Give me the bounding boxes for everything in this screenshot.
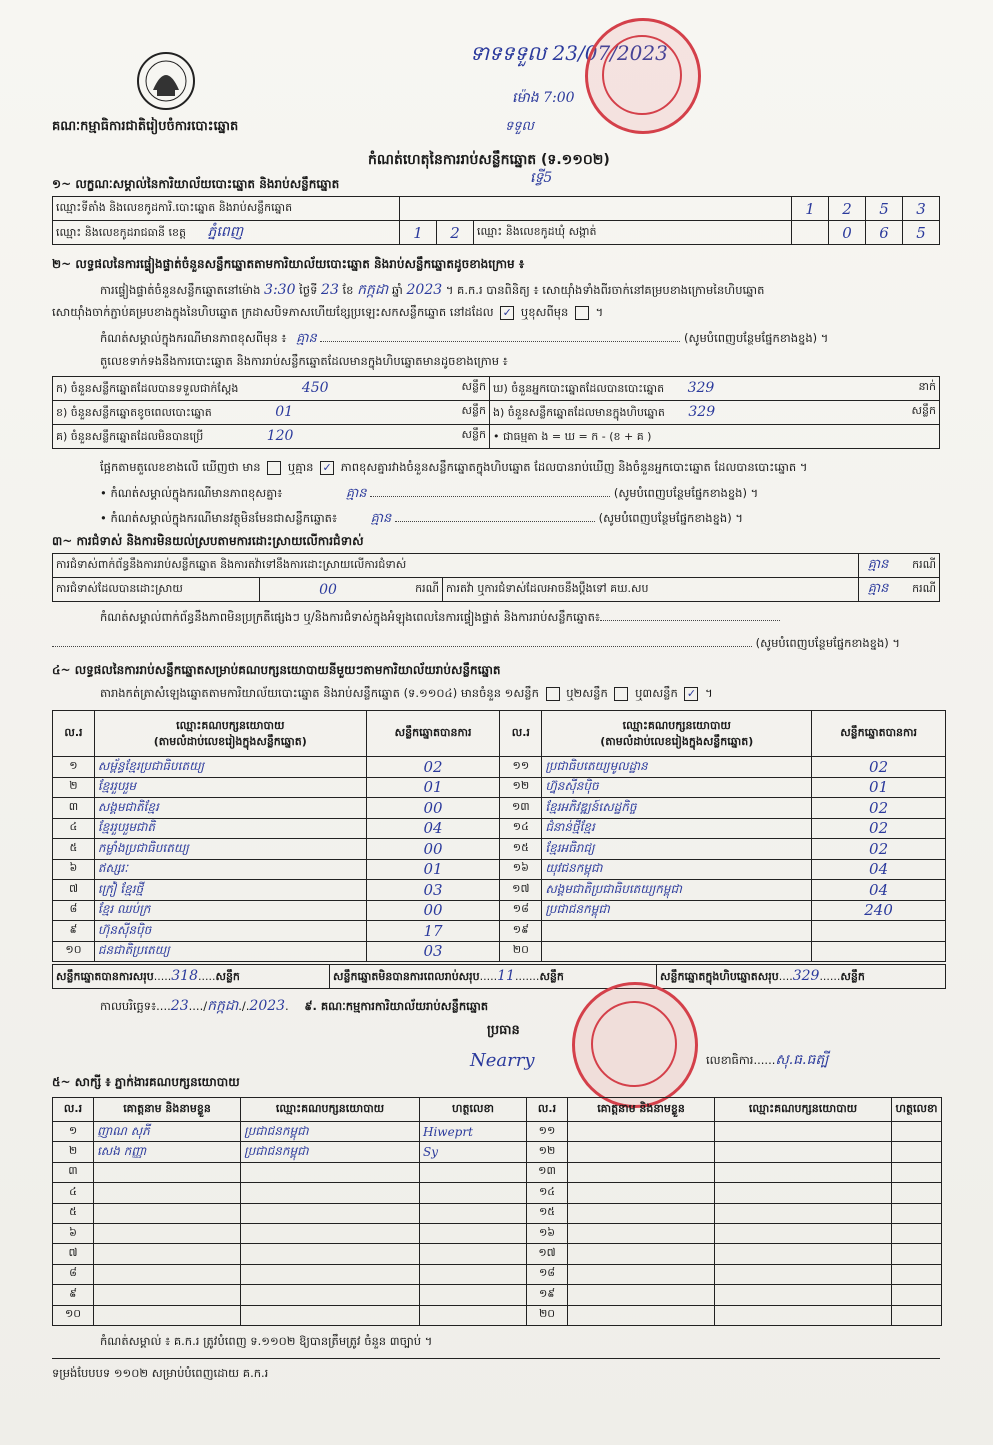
count-row [53, 401, 940, 425]
col-no: ល.រ [53, 711, 95, 757]
count-right: • ជាធម្មតា ង = ឃ = ក - (ខ + គ ) [490, 425, 940, 449]
party-row [53, 921, 946, 942]
witness-no: ២ [53, 1142, 94, 1162]
party-name: ខ្មែររួបរួម [94, 777, 366, 798]
month-value: កក្កដា [357, 282, 389, 298]
witness-signature [892, 1203, 942, 1223]
witness-party [241, 1203, 420, 1223]
official-stamp-bottom [572, 982, 698, 1108]
col-no: ល.រ [500, 711, 542, 757]
witness-signature [892, 1264, 942, 1284]
irregularity-note-line2: (សូមបំពេញបន្ថែមផ្នែកខាងខ្នង) ។ [52, 636, 940, 653]
objection-table: ការជំទាស់ពាក់ព័ន្ធនឹងការរាប់សន្លឹកឆ្នោត និងការតវ៉ាទៅនឹងការដោះស្រាយលើការជំទាស់ គ្មាន ករណី ការជំទាស់ដែលបានដោះស្រាយ 00 ករណី ការតវ៉ា ឬការជំទាស់ដែលអាចនឹងប្តឹងទៅ គឃ.សប គ្មាន ករណី [52, 553, 940, 602]
party-name: សង្គមជាតិប្រជាធិបតេយ្យកម្ពុជា [542, 880, 812, 901]
objection-row1-value: គ្មាន [859, 554, 897, 578]
witness-no: ៤ [53, 1183, 94, 1203]
party-no: ១៤ [500, 818, 542, 839]
witness-name [94, 1162, 241, 1182]
witness-name: សេង កញ្ញា [94, 1142, 241, 1162]
witness-no: ៥ [53, 1203, 94, 1223]
count-left: គ) ចំនួនសន្លឹកឆ្នោតដែលមិនបានប្រើ 120 សន្លឹក [53, 425, 490, 449]
col-name: គោត្តនាម និងនាមខ្លួន [94, 1098, 241, 1122]
count-left: ក) ចំនួនសន្លឹកឆ្នោតដែលបានទទួលជាក់ស្តែង 450 សន្លឹក [53, 377, 490, 401]
total-valid-value: 318 [171, 967, 198, 984]
witness-party [241, 1183, 420, 1203]
col-votes: សន្លឹកឆ្នោតបានការ [366, 711, 500, 757]
party-no: ១៩ [500, 921, 542, 942]
witness-party [715, 1223, 892, 1243]
org-name: គណៈកម្មាធិការជាតិរៀបចំការបោះឆ្នោត [52, 119, 239, 134]
party-no: ១១ [500, 757, 542, 778]
section1-heading: ១~ លក្ខណៈសម្គាល់នៃការិយាល័យបោះឆ្នោត និងរាប់សន្លឹកឆ្នោត [52, 177, 340, 191]
witness-party [241, 1305, 420, 1325]
witness-signature [420, 1305, 527, 1325]
witness-party: ប្រជាជនកម្ពុជា [241, 1142, 420, 1162]
count-left-value: 120 [266, 427, 294, 444]
discrepancy-line: ផ្អែកតាមតួលេខខាងលើ ឃើញថា មាន ឬគ្មាន ✓ ភាពខុសគ្នារវាងចំនួនសន្លឹកឆ្នោតក្នុងហិបឆ្នោត ដែលបានរាប់ឃើញ និងចំនួនអ្នកបោះឆ្នោត ដែលបានបោះឆ្នោត ។ [100, 460, 808, 474]
col-party: ឈ្មោះគណបក្សនយោបាយ (តាមលំដាប់លេខរៀងក្នុងសន្លឹកឆ្នោត) [94, 711, 366, 757]
party-name: ខ្មែររួបរួមជាតិ [94, 818, 366, 839]
commune-code-digit: 6 [866, 221, 903, 245]
witness-signature: Sy [420, 1142, 527, 1162]
party-no: ៥ [53, 839, 95, 860]
witness-name [568, 1203, 715, 1223]
party-name: ខ្មែរអភិវឌ្ឍន៍សេដ្ឋកិច្ច [542, 798, 812, 819]
witness-party [715, 1285, 892, 1305]
witness-party [715, 1122, 892, 1142]
witness-no: ១៣ [527, 1162, 568, 1182]
witness-name [94, 1203, 241, 1223]
party-votes: 02 [812, 839, 946, 860]
party-votes: 240 [812, 900, 946, 921]
witness-no: ១១ [527, 1122, 568, 1142]
party-no: ១៧ [500, 880, 542, 901]
committee-label: ៩. គណៈកម្មការការិយាល័យរាប់សន្លឹកឆ្នោត [304, 999, 489, 1013]
party-name: ហ្វ៊ុនស៊ីនប៉ិច [542, 777, 812, 798]
count-left: ខ) ចំនួនសន្លឹកឆ្នោតខូចពេលបោះឆ្នោត 01 សន្លឹក [53, 401, 490, 425]
section2-heading: ២~ លទ្ធផលនៃការផ្ទៀងផ្ទាត់ចំនួនសន្លឹកឆ្នោតតាមការិយាល័យបោះឆ្នោត និងរាប់សន្លឹកឆ្នោតដូចខាងក្រោម ៖ [52, 257, 525, 271]
party-name: ប្រជាធិបតេយ្យមូលដ្ឋាន [542, 757, 812, 778]
one-sheet-checkbox[interactable] [546, 687, 560, 701]
party-no: ១០ [53, 941, 95, 962]
witness-party [241, 1285, 420, 1305]
code-digit: 3 [903, 197, 940, 221]
witness-signature [420, 1285, 527, 1305]
party-votes: 04 [812, 880, 946, 901]
unchanged-checkbox[interactable]: ✓ [500, 306, 514, 320]
witness-name [568, 1122, 715, 1142]
party-row [53, 900, 946, 921]
total-invalid-value: 11 [497, 967, 515, 984]
party-no: ២០ [500, 941, 542, 962]
witness-party [241, 1244, 420, 1264]
total-box-value: 329 [792, 967, 820, 984]
witness-no: ១៤ [527, 1183, 568, 1203]
party-no: ១២ [500, 777, 542, 798]
party-name: ខ្មែរ ឈប់ក្រ [94, 900, 366, 921]
witness-no: ២០ [527, 1305, 568, 1325]
witness-name [94, 1183, 241, 1203]
witness-party [241, 1264, 420, 1284]
figures-intro: តួលេខទាក់ទងនឹងការបោះឆ្នោត និងការរាប់សន្លឹកឆ្នោតដែលមានក្នុងហិបឆ្នោតមានដូចខាងក្រោម ៖ [100, 354, 508, 368]
party-votes: 01 [366, 859, 500, 880]
section5-heading: ៥~ សាក្សី ៖ ភ្នាក់ងារគណបក្សនយោបាយ [52, 1075, 240, 1089]
witness-row [53, 1223, 942, 1243]
party-no: ១៦ [500, 859, 542, 880]
count-right-value: 329 [687, 379, 715, 396]
appeal-label: ការតវ៉ា ឬការជំទាស់ដែលអាចនឹងប្តឹងទៅ គឃ.សប [443, 578, 859, 602]
form-id: ទម្រង់បែបបទ ១១០២ សម្រាប់បំពេញដោយ គ.ក.រ [52, 1366, 269, 1380]
witness-signature [420, 1264, 527, 1284]
col-no: ល.រ [53, 1098, 94, 1122]
changed-checkbox[interactable] [575, 306, 589, 320]
witness-signature [892, 1122, 942, 1142]
party-row [53, 839, 946, 860]
witness-row [53, 1142, 942, 1162]
difference-note-line: កំណត់សម្គាល់ក្នុងករណីមានភាពខុសពីមុន ៖ គ្មាន (សូមបំពេញបន្ថែមផ្នែកខាងខ្នង) ។ [100, 331, 829, 346]
party-votes: 02 [366, 757, 500, 778]
prov-code-digit: 1 [400, 221, 437, 245]
witness-signature [892, 1244, 942, 1264]
witness-signature [892, 1142, 942, 1162]
count-row [53, 425, 940, 449]
party-row [53, 757, 946, 778]
witness-row [53, 1122, 942, 1142]
party-row [53, 941, 946, 962]
witness-name [568, 1162, 715, 1182]
party-no: ៨ [53, 900, 95, 921]
witness-party [241, 1162, 420, 1182]
witness-name [568, 1142, 715, 1162]
party-no: ១៨ [500, 900, 542, 921]
witness-no: ១៦ [527, 1223, 568, 1243]
witness-table [52, 1097, 942, 1326]
party-no: ១៥ [500, 839, 542, 860]
no-difference-checkbox[interactable]: ✓ [320, 461, 334, 475]
party-votes: 00 [366, 798, 500, 819]
party-name: ក្រៀំ ខ្មែរថ្មី [94, 880, 366, 901]
witness-no: ៣ [53, 1162, 94, 1182]
col-sign: ហត្ថលេខា [420, 1098, 527, 1122]
witness-party [715, 1264, 892, 1284]
witness-signature [892, 1305, 942, 1325]
bullet-difference-value: គ្មាន [345, 486, 367, 501]
witness-name [568, 1244, 715, 1264]
irregularity-note: កំណត់សម្គាល់ពាក់ព័ន្ធនឹងភាពមិនប្រក្រតីផ្សេងៗ ឬ/និងការជំទាស់ក្នុងអំឡុងពេលនៃការផ្ទៀងផ្ទាត់ និងការរាប់សន្លឹកឆ្នោត៖ [100, 610, 940, 627]
witness-party: ប្រជាជនកម្ពុជា [241, 1122, 420, 1142]
chair-signature: Nearry [470, 1050, 535, 1071]
party-row [53, 859, 946, 880]
ballot-count-table [52, 376, 940, 449]
party-votes: 03 [366, 880, 500, 901]
witness-row [53, 1203, 942, 1223]
witness-signature: Hiweprt [420, 1122, 527, 1142]
party-votes: 02 [812, 757, 946, 778]
province-label: ឈ្មោះ និងលេខកូដរាជធានី ខេត្ត ភ្នំពេញ [53, 221, 400, 245]
witness-no: ១០ [53, 1305, 94, 1325]
witness-signature [420, 1183, 527, 1203]
party-row [53, 798, 946, 819]
witness-row [53, 1183, 942, 1203]
witness-no: ១៧ [527, 1244, 568, 1264]
witness-party [715, 1162, 892, 1182]
party-no: ៤ [53, 818, 95, 839]
witness-party [241, 1223, 420, 1243]
witness-name: ញាណ សុភី [94, 1122, 241, 1142]
totals-table [52, 964, 946, 989]
code-digit: 2 [829, 197, 866, 221]
title-handwriting: ទ្វើ5 [530, 170, 553, 186]
bullet-difference: • កំណត់សម្គាល់ក្នុងករណីមានភាពខុសគ្នា៖ គ្មាន (សូមបំពេញបន្ថែមផ្នែកខាងខ្នង) ។ [100, 486, 759, 501]
party-votes [812, 941, 946, 962]
secretary-line: លេខាធិការ......សុ.ធ.ធត្បី [706, 1052, 829, 1068]
witness-party [715, 1183, 892, 1203]
party-votes: 04 [812, 859, 946, 880]
party-name: ឥស្សរៈ [94, 859, 366, 880]
count-left-value: 450 [301, 379, 329, 396]
party-name: ប្រជាជនកម្ពុជា [542, 900, 812, 921]
bullet-foreign-object: • កំណត់សម្គាល់ក្នុងករណីមានវត្ថុមិនមែនជាសន្លឹកឆ្នោត៖ គ្មាន (សូមបំពេញបន្ថែមផ្នែកខាងខ្នង) ។ [100, 511, 743, 526]
verification-line: ការផ្ទៀងផ្ទាត់ចំនួនសន្លឹកឆ្នោតនៅម៉ោង 3:30 ថ្ងៃទី 23 ខែ កក្កដា ឆ្នាំ 2023 ។ គ.ក.រ បានពិនិត្យ ៖ សោយ៉ាំងទាំងពីរចាក់នៅគម្របខាងក្រោមនៃហិបឆ្នោត [100, 282, 765, 298]
section1-table [52, 196, 940, 245]
day-value: 23 [321, 282, 339, 298]
date-month: កក្កដា [207, 998, 239, 1014]
witness-signature [892, 1162, 942, 1182]
witness-signature [420, 1223, 527, 1243]
witness-no: ១៥ [527, 1203, 568, 1223]
two-sheet-checkbox[interactable] [614, 687, 628, 701]
col-party: ឈ្មោះគណបក្សនយោបាយ [715, 1098, 892, 1122]
seal-status-line: សោយ៉ាំងចាក់ភ្ជាប់គម្របខាងក្នុងនៃហិបឆ្នោត ក្រដាសបិទភាសហើយខ្សែប្រឡេះសកសន្លឹកឆ្នោត នៅដដែល ✓ ឬខុសពីមុន ។ [52, 305, 604, 319]
witness-signature [420, 1162, 527, 1182]
party-name [542, 941, 812, 962]
appeal-value: គ្មាន [859, 578, 897, 602]
party-no: ៣ [53, 798, 95, 819]
witness-party [715, 1203, 892, 1223]
commune-code-digit: 5 [903, 221, 940, 245]
witness-name [568, 1305, 715, 1325]
party-votes: 17 [366, 921, 500, 942]
witness-name [94, 1264, 241, 1284]
official-stamp-top [585, 18, 701, 134]
resolved-label: ការជំទាស់ដែលបានដោះស្រាយ [53, 578, 260, 602]
handwritten-receipt-date: ទាទទទួល 23/07/2023 [470, 41, 668, 65]
total-valid: សន្លឹកឆ្នោតបានការសរុប.....318.....សន្លឹក [53, 965, 330, 989]
party-no: ២ [53, 777, 95, 798]
date-year: 2023 [249, 998, 286, 1014]
total-invalid: សន្លឹកឆ្នោតមិនបានការពេលរាប់សរុប.....11.......សន្លឹក [330, 965, 657, 989]
party-no: ១ [53, 757, 95, 778]
witness-signature [420, 1203, 527, 1223]
count-right-value: 329 [688, 403, 716, 420]
witness-no: ៨ [53, 1264, 94, 1284]
location-label: ឈ្មោះទីតាំង និងលេខកូដការិ.បោះឆ្នោត និងរាប់សន្លឹកឆ្នោត [53, 197, 400, 221]
witness-name [568, 1183, 715, 1203]
objection-row1-label: ការជំទាស់ពាក់ព័ន្ធនឹងការរាប់សន្លឹកឆ្នោត និងការតវ៉ាទៅនឹងការដោះស្រាយលើការជំទាស់ [53, 554, 859, 578]
tally-sheet-line: តារាងកត់ត្រាសំឡេងឆ្នោតតាមការិយាល័យបោះឆ្នោត និងរាប់សន្លឹកឆ្នោត (ទ.១១០៤) មានចំនួន ១សន្លឹក ឬ២សន្លឹក ឬ៣សន្លឹក ✓ ។ [100, 686, 713, 700]
section4-heading: ៤~ លទ្ធផលនៃការរាប់សន្លឹកឆ្នោតសម្រាប់គណបក្សនយោបាយនីមួយៗតាមការិយាល័យរាប់សន្លឹកឆ្នោត [52, 663, 501, 677]
resolved-value: 00 [260, 578, 397, 602]
party-row [53, 818, 946, 839]
col-party: ឈ្មោះគណបក្សនយោបាយ (តាមលំដាប់លេខរៀងក្នុងសន្លឹកឆ្នោត) [542, 711, 812, 757]
code-digit: 1 [792, 197, 829, 221]
party-no: ១៣ [500, 798, 542, 819]
witness-name [568, 1223, 715, 1243]
witness-name [94, 1285, 241, 1305]
witness-no: ១ [53, 1122, 94, 1142]
chair-label: ប្រធាន [487, 1023, 520, 1038]
party-results-table [52, 710, 946, 962]
party-name: សម្ព័ន្ធខ្មែរប្រជាធិបតេយ្យ [94, 757, 366, 778]
witness-signature [892, 1223, 942, 1243]
time-value: 3:30 [264, 282, 296, 298]
party-votes: 01 [366, 777, 500, 798]
handwritten-time: ម៉ោង 7:00 [512, 90, 575, 106]
footnote: កំណត់សម្គាល់ ៖ គ.ក.រ ត្រូវបំពេញ ទ.១១០២ ឱ្យបានត្រឹមត្រូវ ចំនួន ៣ច្បាប់ ។ [100, 1334, 433, 1348]
witness-row [53, 1162, 942, 1182]
year-value: 2023 [406, 282, 443, 298]
party-name: សង្គមជាតិខ្មែរ [94, 798, 366, 819]
witness-name [94, 1223, 241, 1243]
section3-heading: ៣~ ការជំទាស់ និងការមិនយល់ស្របតាមការដោះស្រាយលើការជំទាស់ [52, 534, 364, 548]
party-name: ខ្មែរអធិរាជ្យ [542, 839, 812, 860]
witness-row [53, 1264, 942, 1284]
date-day: 23 [170, 998, 189, 1014]
party-votes: 00 [366, 900, 500, 921]
party-name: ជំនាន់ថ្មីខ្មែរ [542, 818, 812, 839]
province-value: ភ្នំពេញ [207, 224, 244, 240]
witness-signature [892, 1183, 942, 1203]
col-party: ឈ្មោះគណបក្សនយោបាយ [241, 1098, 420, 1122]
witness-no: ៧ [53, 1244, 94, 1264]
secretary-signature: សុ.ធ.ធត្បី [775, 1052, 829, 1068]
witness-row [53, 1285, 942, 1305]
witness-no: ៩ [53, 1285, 94, 1305]
col-no: ល.រ [527, 1098, 568, 1122]
party-name: យុវជនកម្ពុជា [542, 859, 812, 880]
party-no: ៦ [53, 859, 95, 880]
witness-no: ៦ [53, 1223, 94, 1243]
col-votes: សន្លឹកឆ្នោតបានការ [812, 711, 946, 757]
col-sign: ហត្ថលេខា [892, 1098, 942, 1122]
party-votes: 02 [812, 818, 946, 839]
three-sheet-checkbox[interactable]: ✓ [684, 687, 698, 701]
commune-code-digit: 0 [829, 221, 866, 245]
party-votes: 00 [366, 839, 500, 860]
party-votes [812, 921, 946, 942]
count-row [53, 377, 940, 401]
party-row [53, 880, 946, 901]
witness-name [94, 1244, 241, 1264]
witness-signature [892, 1285, 942, 1305]
handwritten-receive: ទទួល [505, 119, 534, 134]
witness-no: ១៨ [527, 1264, 568, 1284]
count-right: ង) ចំនួនសន្លឹកឆ្នោតដែលមានក្នុងហិបឆ្នោត 329 សន្លឹក [490, 401, 940, 425]
has-difference-checkbox[interactable] [267, 461, 281, 475]
party-row [53, 777, 946, 798]
prov-code-digit: 2 [437, 221, 474, 245]
date-line: កាលបរិច្ឆេទ៖....23..../កក្កដា./.2023. ៩. គណៈកម្មការការិយាល័យរាប់សន្លឹកឆ្នោត [100, 998, 489, 1014]
form-title: កំណត់ហេតុនៃការរាប់សន្លឹកឆ្នោត (ទ.១១០២) [368, 152, 610, 168]
witness-party [715, 1305, 892, 1325]
party-no: ៩ [53, 921, 95, 942]
bullet-foreign-value: គ្មាន [370, 511, 392, 526]
party-no: ៧ [53, 880, 95, 901]
party-name [542, 921, 812, 942]
emblem-icon [135, 50, 197, 112]
witness-signature [420, 1244, 527, 1264]
witness-no: ១៩ [527, 1285, 568, 1305]
witness-party [715, 1142, 892, 1162]
col-name: គោត្តនាម និងនាមខ្លួន [568, 1098, 715, 1122]
party-votes: 04 [366, 818, 500, 839]
difference-note-value: គ្មាន [296, 331, 317, 346]
witness-no: ១២ [527, 1142, 568, 1162]
party-name: ហ៊ុនស៊ីនប៉ិច [94, 921, 366, 942]
party-votes: 03 [366, 941, 500, 962]
party-name: កម្លាំងប្រជាធិបតេយ្យ [94, 839, 366, 860]
code-digit: 5 [866, 197, 903, 221]
party-votes: 02 [812, 798, 946, 819]
witness-row [53, 1244, 942, 1264]
party-name: ជនជាតិប្រតេយ្យ [94, 941, 366, 962]
count-left-value: 01 [275, 403, 294, 420]
witness-party [715, 1244, 892, 1264]
fill-note: (សូមបំពេញបន្ថែមផ្នែកខាងខ្នង) ។ [684, 331, 829, 345]
witness-name [94, 1305, 241, 1325]
total-box: សន្លឹកឆ្នោតក្នុងហិបឆ្នោតសរុប....329......សន្លឹក [657, 965, 946, 989]
witness-name [568, 1285, 715, 1305]
count-right: ឃ) ចំនួនអ្នកបោះឆ្នោតដែលបានបោះឆ្នោត 329 នាក់ [490, 377, 940, 401]
party-votes: 01 [812, 777, 946, 798]
commune-label: ឈ្មោះ និងលេខកូដឃុំ សង្កាត់ [474, 221, 792, 245]
footer-rule [52, 1358, 940, 1359]
witness-row [53, 1305, 942, 1325]
witness-name [568, 1264, 715, 1284]
